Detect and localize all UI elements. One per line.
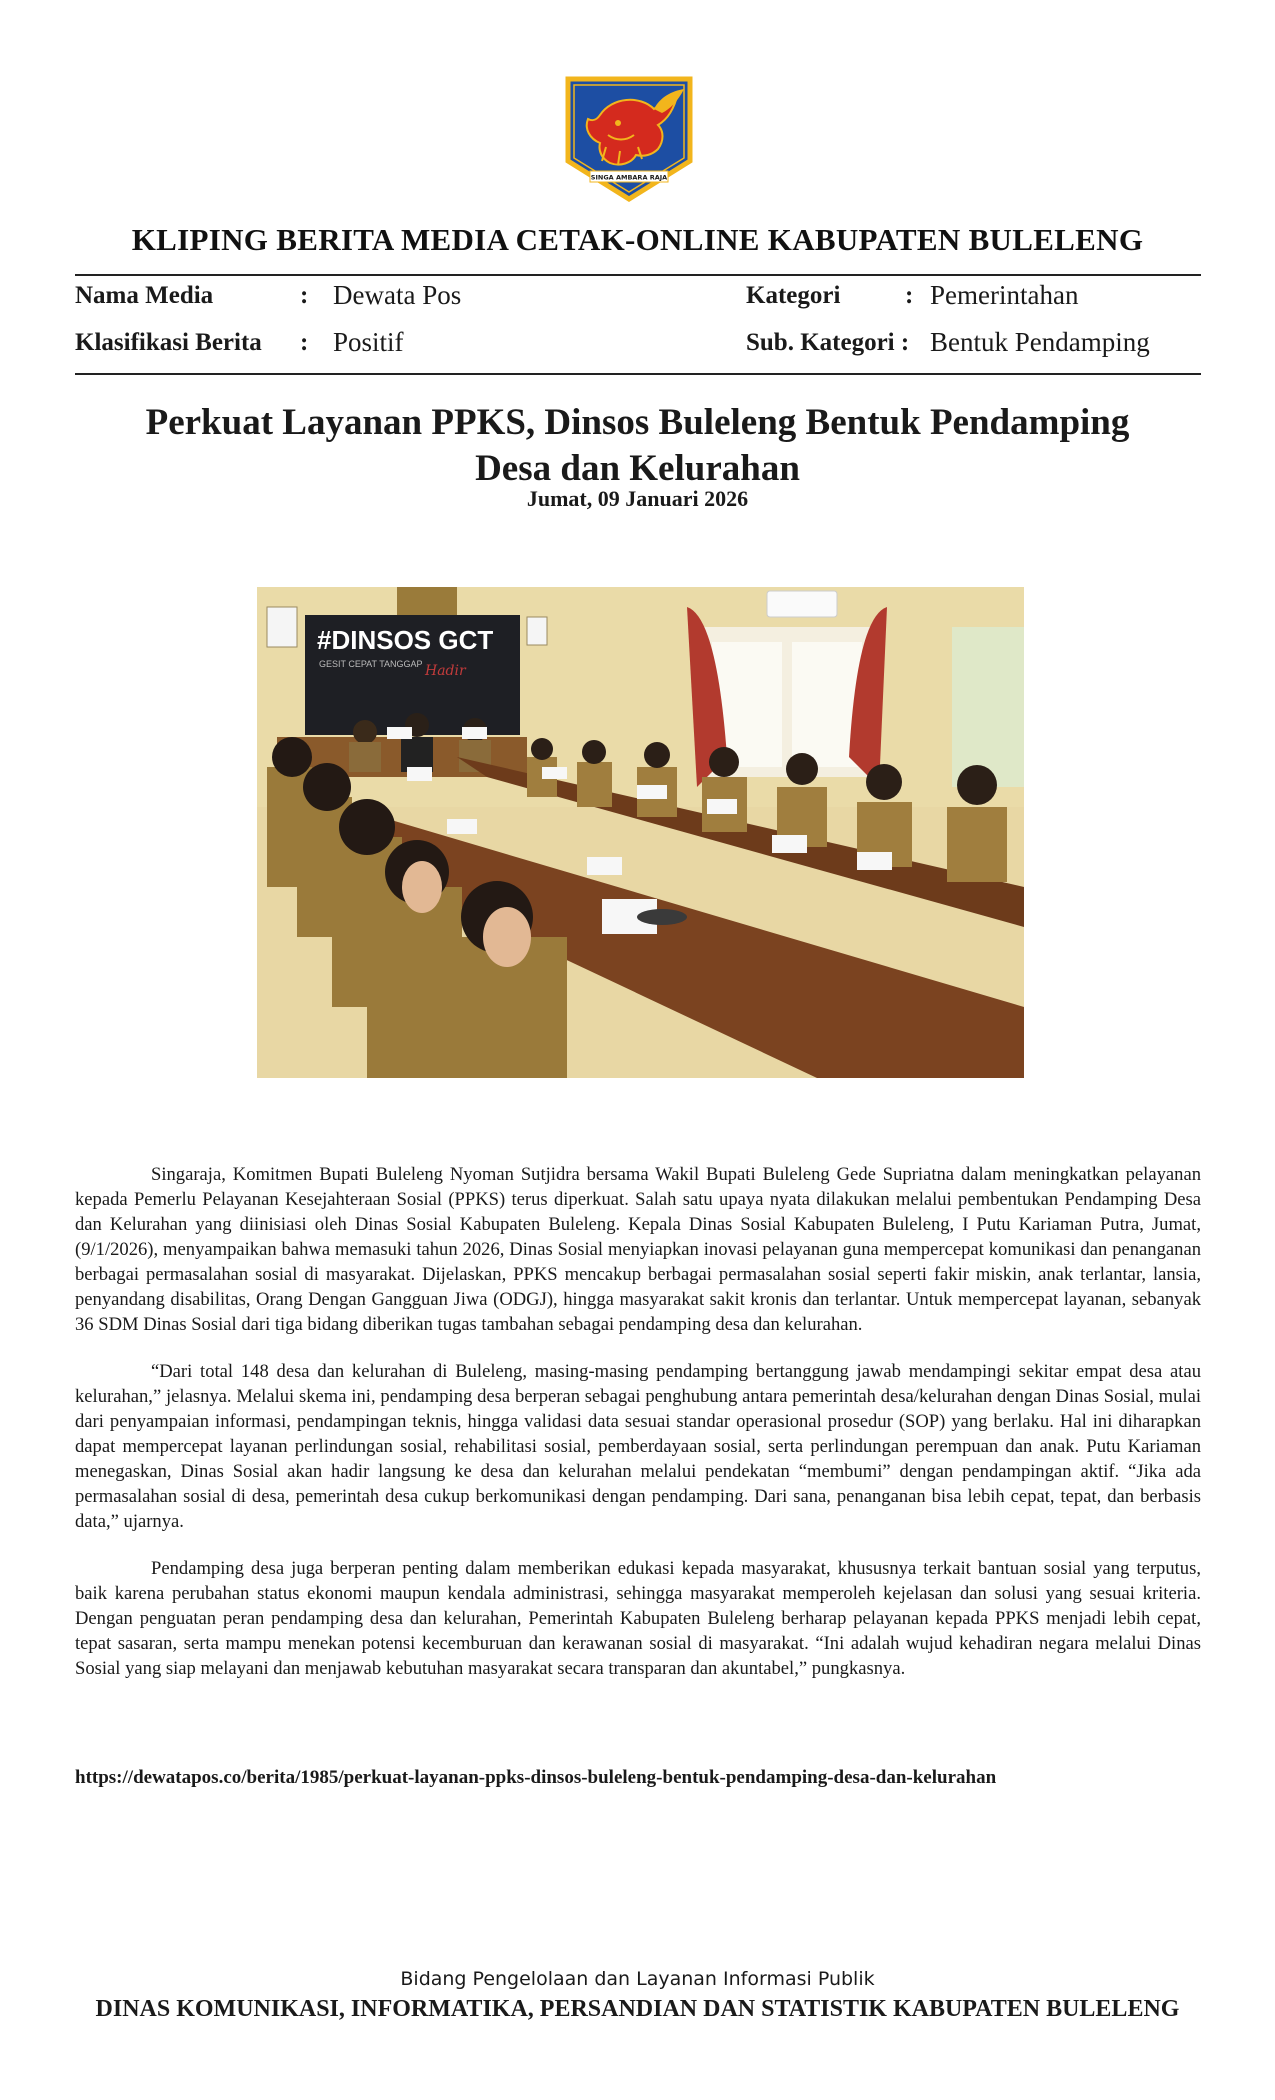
kategori-value: Pemerintahan xyxy=(930,280,1079,310)
article-photo xyxy=(257,587,1024,1078)
klasifikasi-value: Positif xyxy=(333,327,404,357)
photo-banner-tagline: GESIT CEPAT TANGGAP xyxy=(319,659,423,669)
singa-ambara-raja-logo-icon xyxy=(560,75,698,203)
header-top-divider xyxy=(75,274,1201,276)
kategori-colon: : xyxy=(905,282,914,309)
footer-subtitle: Bidang Pengelolaan dan Layanan Informasi Publik xyxy=(400,1968,875,1990)
photo-banner-script: Hadir xyxy=(425,663,466,679)
article-title-line1: Perkuat Layanan PPKS, Dinsos Buleleng Bentuk Pendamping xyxy=(145,402,1130,443)
klasifikasi-label: Klasifikasi Berita xyxy=(75,329,262,356)
article-title xyxy=(0,400,1275,492)
article-paragraph: “Dari total 148 desa dan kelurahan di Buleleng, masing-masing pendamping bertanggung jawab mendampingi sekitar empat desa atau kelurahan,” jelasnya. Melalui skema ini, pendamping desa berperan sebagai penghubung antara pemerintah desa/kelurahan dengan Dinas Sosial, mulai dari penyampaian informasi, pendampingan teknis, hingga validasi data sesuai standar operasional prosedur (SOP) yang berlaku. Hal ini diharapkan dapat mempercepat layanan perlindungan sosial, rehabilitasi sosial, pemberdayaan sosial, serta perlindungan perempuan dan anak. Putu Kariaman menegaskan, Dinas Sosial akan hadir langsung ke desa dan kelurahan melalui pendekatan “membumi” dengan pendampingan aktif. “Jika ada permasalahan sosial di desa, pemerintah desa cukup berkomunikasi dengan pendamping. Dari sana, penanganan bisa lebih cepat, tepat, dan berbasis data,” ujarnya. xyxy=(75,1361,1201,1532)
article-body xyxy=(75,1162,1201,1703)
article-paragraph: Pendamping desa juga berperan penting dalam memberikan edukasi kepada masyarakat, khususnya terkait bantuan sosial yang terputus, baik karena perubahan status ekonomi maupun kendala administrasi, sehingga masyarakat memperoleh kejelasan dan solusi yang sesuai kriteria. Dengan penguatan peran pendamping desa dan kelurahan, Pemerintah Kabupaten Buleleng berharap pelayanan kepada PPKS menjadi lebih cepat, tepat sasaran, serta mampu menekan potensi kecemburuan dan kerawanan sosial di masyarakat. “Ini adalah wujud kehadiran negara melalui Dinas Sosial yang siap melayani dan menjawab kebutuhan masyarakat secara transparan dan akuntabel,” pungkasnya. xyxy=(75,1558,1201,1679)
logo-motto-text: SINGA AMBARA RAJA xyxy=(590,173,668,182)
media-value: Dewata Pos xyxy=(333,280,462,310)
footer-title: DINAS KOMUNIKASI, INFORMATIKA, PERSANDIAN DAN STATISTIK KABUPATEN BULELENG xyxy=(95,1996,1180,2022)
article-title-line2: Desa dan Kelurahan xyxy=(475,448,800,489)
media-label: Nama Media xyxy=(75,282,214,309)
subkategori-value: Bentuk Pendamping xyxy=(930,327,1150,357)
page-title: KLIPING BERITA MEDIA CETAK-ONLINE KABUPATEN BULELENG xyxy=(131,222,1144,257)
source-link[interactable]: https://dewatapos.co/berita/1985/perkuat-layanan-ppks-dinsos-buleleng-bentuk-pendamping-desa-dan-kelurahan xyxy=(75,1767,997,1788)
photo-banner-hashtag: #DINSOS GCT xyxy=(317,625,494,655)
media-colon: : xyxy=(300,282,309,309)
header-bottom-divider xyxy=(75,373,1201,375)
subkategori-label: Sub. Kategori : xyxy=(746,329,910,356)
klasifikasi-colon: : xyxy=(300,329,309,356)
article-paragraph: Singaraja, Komitmen Bupati Buleleng Nyoman Sutjidra bersama Wakil Bupati Buleleng Gede Supriatna dalam meningkatkan pelayanan kepada Pemerlu Pelayanan Kesejahteraan Sosial (PPKS) terus diperkuat. Salah satu upaya nyata dilakukan melalui pembentukan Pendamping Desa dan Kelurahan yang diinisiasi oleh Dinas Sosial Kabupaten Buleleng. Kepala Dinas Sosial Kabupaten Buleleng, I Putu Kariaman Putra, Jumat, (9/1/2026), menyampaikan bahwa memasuki tahun 2026, Dinas Sosial menyiapkan inovasi pelayanan guna mempercepat komunikasi dan penanganan berbagai permasalahan sosial di masyarakat. Dijelaskan, PPKS mencakup berbagai permasalahan sosial seperti fakir miskin, anak terlantar, lansia, penyandang disabilitas, Orang Dengan Gangguan Jiwa (ODGJ), hingga masyarakat sakit kronis dan terlantar. Untuk mempercepat layanan, sebanyak 36 SDM Dinas Sosial dari tiga bidang diberikan tugas tambahan sebagai pendamping desa dan kelurahan. xyxy=(75,1164,1201,1335)
kategori-label: Kategori xyxy=(746,282,841,309)
article-date: Jumat, 09 Januari 2026 xyxy=(526,486,749,511)
